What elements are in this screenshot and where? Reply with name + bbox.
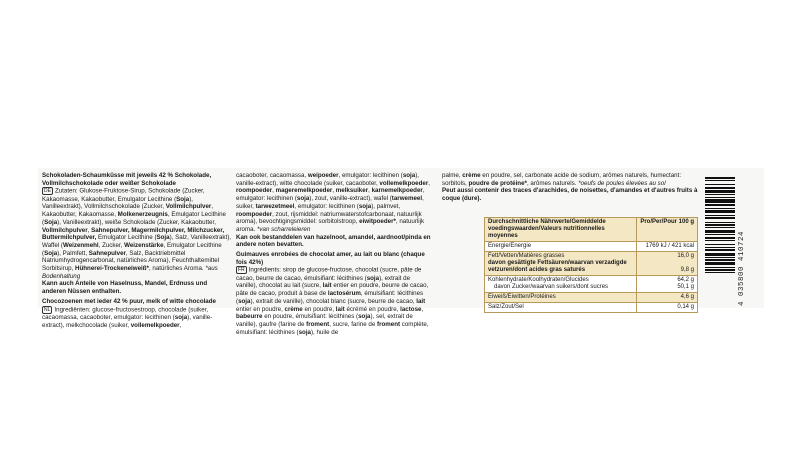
dutch-product-title: Chocozoenen met ieder 42 % puur, melk of witte chocolade: [42, 297, 216, 305]
nutrition-value-group: [637, 276, 698, 293]
barcode-bar: [705, 199, 735, 203]
nutrition-label: Kohlenhydrate/Koolhydraten/Glucides: [488, 277, 589, 283]
allergen: mageremelkpoeder: [275, 187, 333, 195]
allergen: Soja: [156, 234, 170, 242]
french-ingredients: [236, 266, 431, 336]
allergen: poudre de protéine*: [468, 179, 527, 187]
nutrition-row: [485, 252, 698, 276]
barcode-bar: [705, 240, 735, 241]
dutch-ingredients-cont: [236, 172, 431, 234]
barcode-bar: [705, 184, 735, 185]
barcode-bar: [705, 272, 735, 273]
text: en poudre,: [302, 305, 336, 313]
allergen: soja: [296, 195, 310, 203]
barcode-bar: [705, 224, 735, 226]
barcode-bar: [705, 215, 735, 216]
barcode-number: 4 035800 410724: [738, 230, 746, 306]
text: Emulgator Lecithine (: [96, 234, 157, 242]
nutrition-value: 64,2 g: [677, 277, 694, 283]
allergen: soja: [402, 172, 416, 179]
text: ,: [272, 187, 276, 195]
text: ), Vanilleextrakt), Vollmilchschokolade (Zucker,: [42, 195, 193, 211]
barcode-bar: [705, 259, 735, 261]
german-allergen-note: Kann auch Anteile von Haselnuss, Mandel, Erdnuss und anderen Nüssen enthalten.: [42, 280, 208, 296]
allergen: eiwitpoeder*: [359, 218, 396, 226]
text: , zout, rijsmiddel: natriumwaterstofcarbonaat, natuurlijk aroma), bevochtigingsmiddel: sorbitolstroop,: [236, 210, 422, 226]
text: complète, émulsifiant: lécithines (: [236, 321, 429, 336]
german-ingredients: [42, 187, 232, 280]
allergen: roompoeder: [236, 210, 273, 218]
nutrition-label: davon gesättigte Fettsäuren/waarvan verzadigde vetzuren/dont acides gras saturés: [488, 260, 627, 273]
french-allergen-note: Peut aussi contenir des traces d'arachides, de noisettes, d'amandes et d'autres fruits à coque (dure).: [442, 187, 698, 203]
text: Ingrédients: sirop de glucose-fructose, chocolat (sucre, pâte de cacao, beurre de cacao, émulsifiant: lécithines (: [236, 267, 422, 282]
text: cacaoboter, cacaomassa,: [236, 172, 308, 179]
allergen: Sahnepulver: [88, 249, 126, 257]
text: ), Salz, Vanilleextrakt), Waffel (: [42, 234, 232, 249]
dutch-allergen-note: Kan ook bestanddelen van hazelnoot, amandel, aardnoot/pinda en andere noten bevatten.: [236, 233, 431, 249]
allergen: Vollmilchpulver: [42, 226, 88, 234]
dutch-ingredients-start: [42, 306, 232, 330]
barcode-bar: [705, 204, 735, 206]
allergen: lait: [335, 305, 345, 313]
nutrition-row: [485, 303, 698, 313]
dutch-french-column: [236, 172, 431, 336]
allergen: crème: [462, 172, 481, 179]
nutrition-header-row: [485, 218, 698, 242]
allergen: Soja: [44, 218, 58, 226]
nutrition-value: 0,14 g: [637, 303, 698, 313]
text: ), sel, extrait de vanille), gaufre (farine de: [236, 313, 413, 328]
text: ), huile de: [310, 328, 339, 336]
allergen: roompoeder: [236, 187, 273, 195]
barcode-bar: [705, 247, 735, 248]
barcode-bar: [705, 197, 735, 198]
allergen: babeurre: [236, 313, 263, 321]
text: en poudre, émulsifiant: lécithines (: [262, 313, 359, 321]
german-column: [42, 172, 232, 329]
allergen: froment: [377, 321, 401, 328]
allergen: lactosérum: [327, 290, 361, 298]
german-product-title: Schokoladen-Schaumküsse mit jeweils 42 % Schokolade, Vollmilchschokolade oder weißer Schokolade: [42, 172, 212, 187]
barcode-bar: [705, 190, 735, 193]
text: en poudre, sel, carbonate acide de sodium, arômes naturels, humectant: sorbitols,: [442, 172, 682, 187]
nutrition-label: Fett/Vetten/Matières grasses: [488, 253, 565, 259]
text: , natuurlijk aroma.: [236, 218, 425, 233]
text: , émulsifiant: lécithines (: [236, 290, 424, 305]
barcode-bar: [705, 227, 735, 228]
text: ), extrait de vanille), chocolat au lait (sucre,: [236, 274, 411, 290]
text: Zutaten: Glukose-Fruktose-Sirup, Schokolade (Zucker, Kakaomasse, Kakaobutter, Emulgator Lecithine (: [42, 188, 205, 203]
text: ,: [87, 226, 92, 234]
barcode-bar: [705, 262, 735, 265]
allergen: Soja: [176, 195, 190, 203]
text: , Emulgator Lecithine (: [42, 211, 227, 226]
text: , suiker,: [236, 195, 424, 210]
barcode-bar: [705, 257, 735, 258]
nutrition-label-group: [485, 252, 637, 276]
text: ), vanille-extract), witte chocolade (suiker, cacaoboter,: [236, 172, 419, 187]
de-flag-icon: DE: [44, 188, 51, 195]
text: , emulgator: lecithinen (: [338, 172, 403, 179]
text: ), extrait de vanille), chocolat blanc (sucre, beurre de cacao,: [250, 297, 417, 305]
allergen: soja: [174, 313, 188, 321]
text: ,: [368, 187, 372, 195]
allergen: tarwemeel: [391, 195, 423, 203]
nutrition-value: 4,6 g: [637, 293, 698, 303]
nutrition-label-group: [485, 276, 637, 293]
nutrition-value: 50,1 g: [677, 284, 694, 290]
barcode-bar: [705, 180, 735, 181]
text: écrémé en poudre,: [344, 305, 401, 313]
barcode-bar: [705, 230, 735, 233]
footnote: *aus Bodenhaltung: [42, 265, 218, 280]
french-product-title: Guimauves enrobées de chocolat amer, au lait ou blanc (chaque fois 42%): [236, 251, 425, 266]
allergen: Molkenerzeugnis: [117, 211, 168, 219]
barcode-bar: [705, 210, 735, 213]
allergen: soja: [298, 328, 311, 336]
barcode-bar: [705, 222, 735, 223]
barcode-bar: [705, 194, 735, 195]
fr-flag-icon: FR: [238, 267, 245, 274]
allergen: Vollmilchpulver: [165, 203, 212, 211]
allergen: Soja: [44, 249, 58, 257]
allergen: soja: [358, 313, 371, 321]
nutrition-header-label: Durchschnittliche Nährwerte/Gemiddelde voedingswaarden/Valeurs nutritionnelles moyennes: [485, 218, 637, 242]
nutrition-row: [485, 242, 698, 252]
nutrition-row: [485, 276, 698, 293]
allergen: soja: [366, 274, 380, 282]
barcode-graphic: [705, 177, 735, 305]
allergen: Weizenstärke: [124, 241, 164, 249]
barcode-bar: [705, 187, 735, 189]
text: ,: [421, 305, 424, 313]
allergen: lactose: [400, 305, 422, 313]
barcode-bar: [705, 217, 735, 219]
text: palme,: [442, 172, 463, 179]
text: ,: [428, 179, 430, 187]
text: ), Vanilleextrakt), weiße Schokolade (Zucker, Kakaobutter,: [57, 218, 216, 226]
allergen: soja: [238, 297, 251, 305]
allergen: vollemelkpoeder: [130, 321, 180, 329]
footnote: *van scharreleieren: [257, 225, 311, 233]
footnote: *oeufs de poules élevées au sol: [578, 179, 666, 187]
allergen: melksuiker: [335, 187, 369, 195]
barcode-bar: [705, 244, 735, 245]
text: ), Palmfett,: [57, 249, 89, 257]
allergen: vollemelkpoeder: [379, 179, 429, 187]
nutrition-label: davon Zucker/waarvan suikers/dont sucres: [494, 284, 609, 290]
text: , natürliches Aroma.: [148, 265, 204, 273]
nl-flag-icon: NL: [44, 306, 51, 313]
barcode-bar: [705, 253, 735, 256]
text: ), palmvet,: [371, 202, 401, 210]
barcode-bar: [705, 269, 735, 271]
text: ,: [179, 321, 182, 329]
allergen: weipoeder: [307, 172, 339, 179]
allergen: karnemelkpoeder: [371, 187, 423, 195]
barcode-bar: [705, 208, 735, 209]
barcode-bar: [705, 267, 735, 268]
allergen: tarwezetmeel: [255, 202, 295, 210]
allergen: lait: [322, 282, 332, 290]
barcode-bar: [705, 249, 735, 251]
french-column-cont: [442, 172, 702, 203]
nutrition-label: Energie/Energie: [485, 242, 637, 252]
text: ), vanille-extract), melkchocolade (suiker,: [42, 313, 213, 329]
allergen: crème: [284, 305, 303, 313]
nutrition-row: [485, 293, 698, 303]
text: entier en poudre, beurre de cacao, pâte de cacao, produit à base de: [236, 282, 429, 298]
allergen: lait: [416, 297, 426, 305]
nutrition-value: 16,0 g: [677, 253, 694, 259]
allergen: , Magermilchpulver, Milchzucker, Buttermilchpulver,: [42, 226, 225, 242]
barcode-bar: [705, 177, 735, 179]
text: ), zout, vanille-extract), wafel (: [309, 195, 392, 203]
text: ,: [332, 187, 336, 195]
nutrition-table: [484, 217, 698, 313]
text: , arômes naturels.: [526, 179, 577, 187]
text: , Emulgator Lecithine (: [42, 241, 222, 257]
barcode-bar: [705, 237, 735, 239]
allergen: Sahnepulver: [91, 226, 128, 234]
nutrition-value: 9,8 g: [680, 267, 694, 273]
allergen: soja: [358, 202, 372, 210]
nutrition-value-group: [637, 252, 698, 276]
text: Ingrediënten: glucose-fructosestroop, chocolade (suiker, cacaomassa, cacaoboter, emulgator: lecithinen (: [42, 306, 209, 321]
allergen: Weizenmehl: [62, 241, 99, 249]
allergen: froment: [306, 321, 330, 328]
barcode-bar: [705, 234, 735, 235]
text: entier en poudre,: [236, 305, 285, 313]
nutrition-header-value: Pro/Per/Pour 100 g: [637, 218, 698, 242]
text: , emulgator: lecithinen (: [294, 202, 359, 210]
text: , sucre, farine de: [329, 321, 378, 328]
text: , Kakaobutter, Kakaomasse,: [42, 203, 214, 219]
text: , Salz, Backtriebmittel Natriumhydrogencarbonat, natürliches Aroma), Feuchthaltemittel Sorbitsirup,: [42, 249, 220, 273]
allergen: Hühnerei-Trockeneiweiß*: [75, 265, 149, 273]
nutrition-value: 1769 kJ / 421 kcal: [637, 242, 698, 252]
nutrition-label: Salz/Zout/Sel: [485, 303, 637, 313]
nutrition-label: Eiweiß/Eiwitten/Protéines: [485, 293, 637, 303]
french-ingredients-cont: [442, 172, 702, 187]
text: , emulgator: lecithinen (: [236, 187, 425, 203]
text: , Zucker,: [98, 241, 125, 249]
